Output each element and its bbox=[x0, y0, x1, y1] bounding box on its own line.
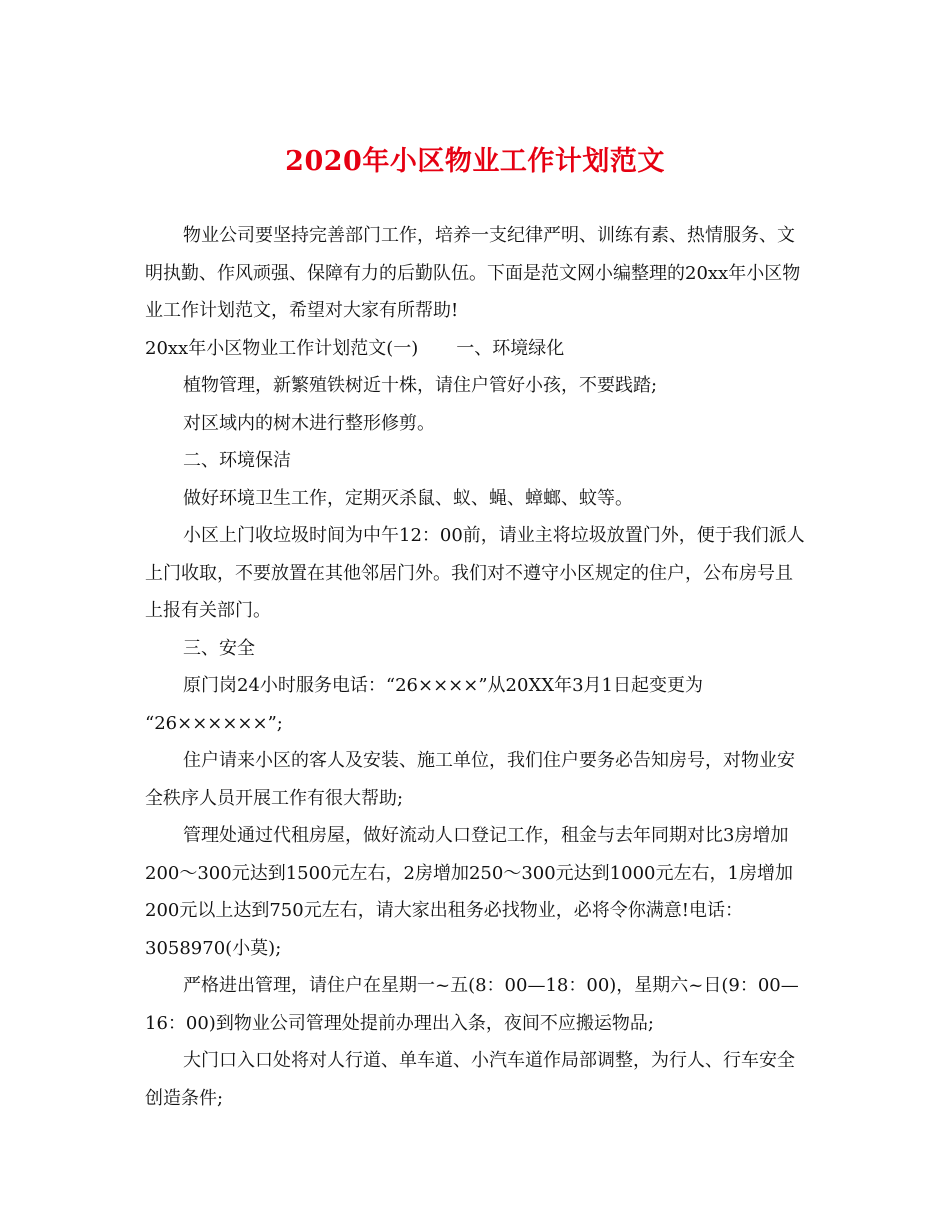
subtitle-line bbox=[145, 330, 810, 368]
intro-paragraph: 物业公司要坚持完善部门工作，培养一支纪律严明、训练有素、热情服务、文明执勤、作风顽强、保障有力的后勤队伍。下面是范文网小编整理的20xx年小区物业工作计划范文，希望对大家有所帮助! bbox=[145, 225, 801, 321]
paragraph-phone-change-cont: “26××××××”; bbox=[145, 712, 283, 734]
paragraph-entrance-adjustment: 大门口入口处将对人行道、单车道、小汽车道作局部调整，为行人、行车安全创造条件; bbox=[145, 1050, 795, 1109]
paragraph-rental: 管理处通过代租房屋，做好流动人口登记工作，租金与去年同期对比3房增加200～300元达到1500元左右，2房增加250～300元达到1000元左右，1房增加200元以上达到750元左右，请大家出租务必找物业，必将令你满意!电话：3058970(小莫); bbox=[145, 825, 793, 959]
paragraph-garbage-collection: 小区上门收垃圾时间为中午12：00前，请业主将垃圾放置门外，便于我们派人上门收取，不要放置在其他邻居门外。我们对不遵守小区规定的住户，公布房号且上报有关部门。 bbox=[145, 525, 805, 621]
document-body bbox=[145, 217, 810, 1117]
paragraph-phone-change: 原门岗24小时服务电话：“26××××”从20XX年3月1日起变更为 bbox=[183, 675, 703, 696]
section-heading-greening: 一、环境绿化 bbox=[456, 337, 565, 359]
paragraph-sanitation: 做好环境卫生工作，定期灭杀鼠、蚁、蝇、蟑螂、蚊等。 bbox=[183, 487, 633, 509]
paragraph-access-control: 严格进出管理，请住户在星期一~五(8：00—18：00)，星期六~日(9：00—16：00)到物业公司管理处提前办理出入条，夜间不应搬运物品; bbox=[145, 975, 799, 1034]
document-title: 2020年小区物业工作计划范文 bbox=[285, 146, 665, 177]
section-heading-security: 三、安全 bbox=[183, 637, 255, 659]
paragraph-tree-pruning: 对区域内的树木进行整形修剪。 bbox=[183, 412, 435, 434]
paragraph-visitors: 住户请来小区的客人及安装、施工单位，我们住户要务必告知房号，对物业安全秩序人员开展工作有很大帮助; bbox=[145, 750, 795, 809]
paragraph-plant-management: 植物管理，新繁殖铁树近十株，请住户管好小孩，不要践踏; bbox=[183, 375, 658, 396]
section-heading-cleaning: 二、环境保洁 bbox=[183, 450, 291, 471]
subtitle: 20xx年小区物业工作计划范文(一) bbox=[145, 337, 419, 359]
